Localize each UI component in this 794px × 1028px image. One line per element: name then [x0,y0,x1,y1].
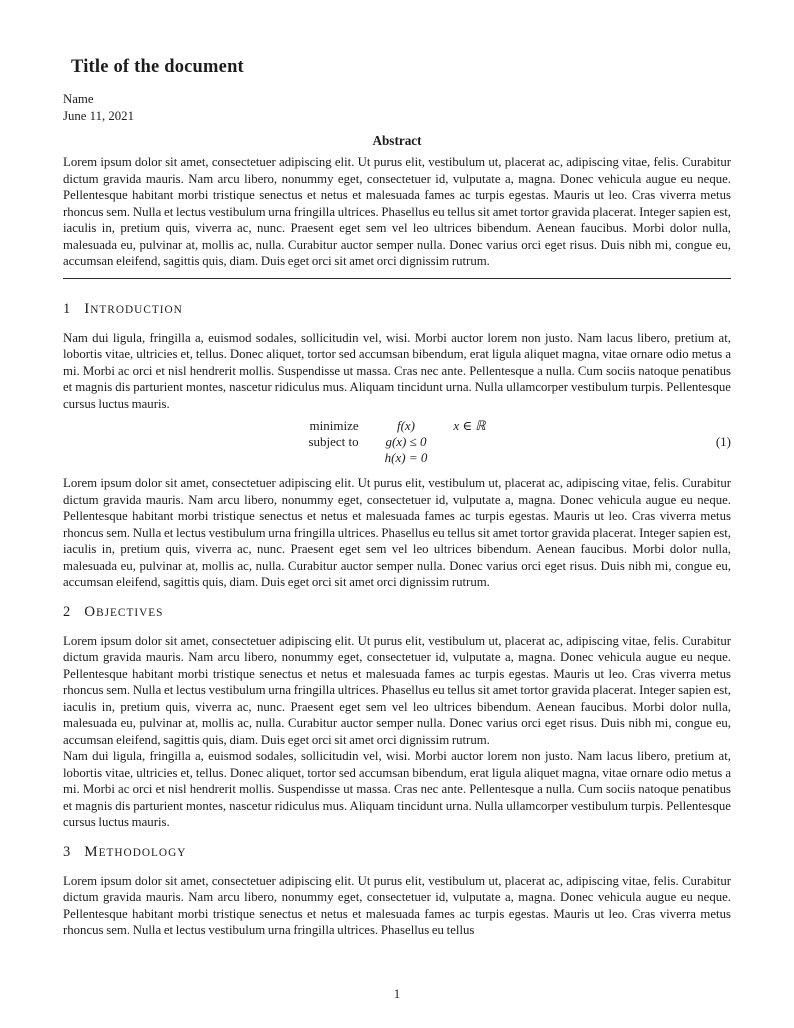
section-body-objectives [63,633,731,831]
equation-constraint-2: h(x) = 0 [384,450,428,465]
equation-number: (1) [715,434,731,449]
section-body-introduction [63,330,731,591]
optimization-equation [63,418,731,466]
section-heading-objectives [63,604,731,621]
page-content [63,0,731,980]
section-number: 3 [63,843,71,860]
author-name: Name [63,92,94,106]
page-number: 1 [393,986,401,1001]
page-title: Title of the document [71,57,244,77]
section-heading-methodology [63,844,731,861]
byline [63,91,731,124]
divider-rule [63,278,731,279]
paragraph: Nam dui ligula, fringilla a, euismod sodales, sollicitudin vel, wisi. Morbi auctor lorem non justo. Nam lacus libero, pretium at, lobortis vitae, ultricies et, tellus. Donec aliquet, tortor sed accumsan bibendum, erat ligula aliquet magna, vitae ornare odio metus a mi. Morbi ac orci et nisl hendrerit mollis. Suspendisse ut massa. Cras nec ante. Pellentesque a nulla. Cum sociis natoque penatibus et magnis dis parturient montes, nascetur ridiculus mus. Aliquam tincidunt urna. Nulla ullamcorper vestibulum turpis. Pellentesque cursus luctus mauris. [63,330,731,411]
section-title: INTRODUCTION [84,300,183,317]
paragraph: Nam dui ligula, fringilla a, euismod sodales, sollicitudin vel, wisi. Morbi auctor lorem non justo. Nam lacus libero, pretium at, lobortis vitae, ultricies et, tellus. Donec aliquet, tortor sed accumsan bibendum, erat ligula aliquet magna, vitae ornare odio metus a mi. Morbi ac orci et nisl hendrerit mollis. Suspendisse ut massa. Cras nec ante. Pellentesque a nulla. Cum sociis natoque penatibus et magnis dis parturient montes, nascetur ridiculus mus. Aliquam tincidunt urna. Nulla ullamcorper vestibulum turpis. Pellentesque cursus luctus mauris. [63,749,731,829]
equation-label-subject-to: subject to [308,434,359,449]
paragraph: Lorem ipsum dolor sit amet, consectetuer adipiscing elit. Ut purus elit, vestibulum ut, placerat ac, adipiscing vitae, felis. Curabitur dictum gravida mauris. Nam arcu libero, nonummy eget, consectetuer id, vulputate a, magna. Donec vehicula augue eu neque. Pellentesque habitant morbi tristique senectus et netus et malesuada fames ac turpis egestas. Mauris ut leo. Cras viverra metus rhoncus sem. Nulla et lectus vestibulum urna fringilla ultrices. Phasellus eu tellus sit amet tortor gravida placerat. Integer sapien est, iaculis in, pretium quis, viverra ac, nunc. Praesent eget sem vel leo ultrices bibendum. Aenean faucibus. Morbi dolor nulla, malesuada eu, pulvinar at, mollis ac, nulla. Curabitur auctor semper nulla. Donec varius orci eget risus. Duis nibh mi, congue eu, accumsan eleifend, sagittis quis, diam. Duis eget orci sit amet orci dignissim rutrum. [63,633,731,747]
section-title: METHODOLOGY [84,843,187,860]
section-heading-introduction [63,301,731,318]
equation-objective: f(x) [396,418,416,433]
abstract-text: Lorem ipsum dolor sit amet, consectetuer adipiscing elit. Ut purus elit, vestibulum ut, placerat ac, adipiscing vitae, felis. Curabitur dictum gravida mauris. Nam arcu libero, nonummy eget, consectetuer id, vulputate a, magna. Donec vehicula augue eu neque. Pellentesque habitant morbi tristique senectus et netus et malesuada fames ac turpis egestas. Mauris ut leo. Cras viverra metus rhoncus sem. Nulla et lectus vestibulum urna fringilla ultrices. Phasellus eu tellus sit amet tortor gravida placerat. Integer sapien est, iaculis in, pretium quis, viverra ac, nunc. Praesent eget sem vel leo ultrices bibendum. Aenean faucibus. Morbi dolor nulla, malesuada eu, pulvinar at, mollis ac, nulla. Curabitur auctor semper nulla. Donec varius orci eget risus. Duis nibh mi, congue eu, accumsan eleifend, sagittis quis, diam. Duis eget orci sit amet orci dignissim rutrum. [63,155,731,268]
equation-domain: x ∈ ℝ [453,418,486,433]
section-title: OBJECTIVES [84,603,164,620]
abstract-heading: Abstract [372,133,422,148]
document-date: June 11, 2021 [63,108,134,123]
section-number: 1 [63,300,71,317]
paragraph: Lorem ipsum dolor sit amet, consectetuer adipiscing elit. Ut purus elit, vestibulum ut, placerat ac, adipiscing vitae, felis. Curabitur dictum gravida mauris. Nam arcu libero, nonummy eget, consectetuer id, vulputate a, magna. Donec vehicula augue eu neque. Pellentesque habitant morbi tristique senectus et netus et malesuada fames ac turpis egestas. Mauris ut leo. Cras viverra metus rhoncus sem. Nulla et lectus vestibulum urna fringilla ultrices. Phasellus eu tellus [63,873,731,937]
section-number: 2 [63,603,71,620]
equation-constraint-1: g(x) ≤ 0 [385,434,427,449]
paragraph: Lorem ipsum dolor sit amet, consectetuer adipiscing elit. Ut purus elit, vestibulum ut, placerat ac, adipiscing vitae, felis. Curabitur dictum gravida mauris. Nam arcu libero, nonummy eget, consectetuer id, vulputate a, magna. Donec vehicula augue eu neque. Pellentesque habitant morbi tristique senectus et netus et malesuada fames ac turpis egestas. Mauris ut leo. Cras viverra metus rhoncus sem. Nulla et lectus vestibulum urna fringilla ultrices. Phasellus eu tellus sit amet tortor gravida placerat. Integer sapien est, iaculis in, pretium quis, viverra ac, nunc. Praesent eget sem vel leo ultrices bibendum. Aenean faucibus. Morbi dolor nulla, malesuada eu, pulvinar at, mollis ac, nulla. Curabitur auctor semper nulla. Donec varius orci eget risus. Duis nibh mi, congue eu, accumsan eleifend, sagittis quis, diam. Duis eget orci sit amet orci dignissim rutrum. [63,476,731,589]
equation-grid [308,418,485,466]
section-body-methodology [63,873,731,939]
equation-label-minimize: minimize [309,418,359,433]
